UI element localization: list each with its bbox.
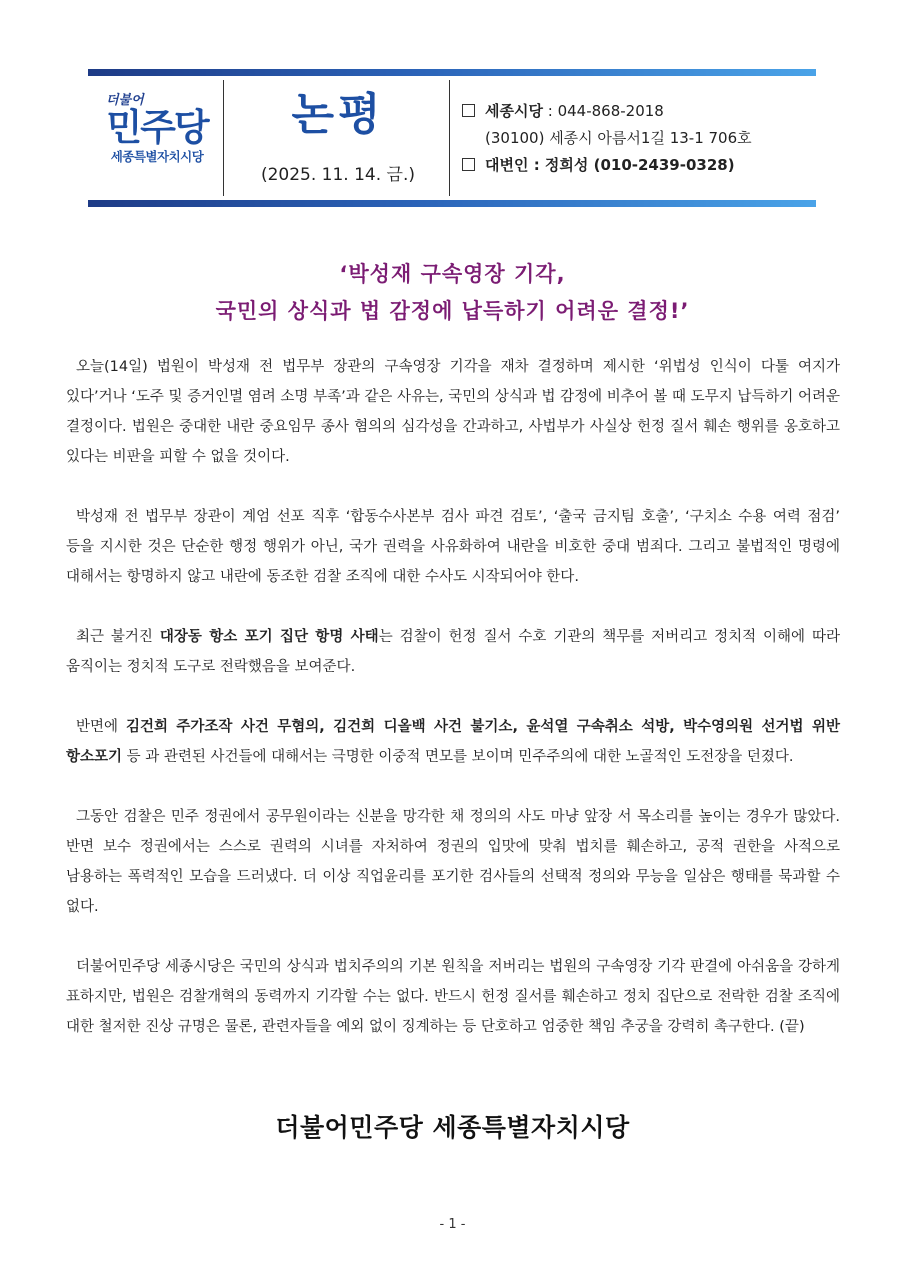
party-logo [92,94,222,166]
headline-line-1: ‘박성재 구속영장 기각, [339,262,566,286]
doc-type-title: 논평 [291,89,385,140]
page-number: - 1 - [439,1217,466,1232]
paragraph-6: 더불어민주당 세종시당은 국민의 상식과 법치주의의 기본 원칙을 저버리는 법원의 구속영장 기각 판결에 아쉬움을 강하게 표하지만, 법원은 검찰개혁의 동력까지 기각할 수는 없다. 반드시 헌정 질서를 훼손하고 정치 집단으로 전락한 검찰 조직에 대한 철저한 진상 규명은 물론, 관련자들을 예외 없이 징계하는 등 단호하고 엄중한 책임 추궁을 강력히 촉구한다. (끝) [66,959,840,1035]
paragraph-4-pre: 반면에 [76,719,126,735]
statement-body [66,352,840,1072]
contact-office-line [462,98,752,125]
paragraph-3-post: 는 검찰이 헌정 질서 수호 기관의 책무를 저버리고 정치적 이해에 따라 움직이는 정치적 도구로 전락했음을 보여준다. [66,629,840,675]
paragraph-3-bold: 대장동 항소 포기 집단 항명 사태 [159,629,379,645]
office-address: (30100) 세종시 아름서1길 13-1 706호 [485,129,752,147]
checkbox-square-icon [462,104,475,117]
contact-spokesperson-line [462,152,752,179]
header-bottom-bar [88,200,816,207]
office-phone: : 044-868-2018 [547,102,664,120]
header-top-bar [88,69,816,76]
contact-info [462,98,752,179]
checkbox-square-icon [462,158,475,171]
spokesperson: 대변인 : 정희성 (010-2439-0328) [485,156,735,174]
logo-small-text: 더불어 [106,93,144,108]
doc-date: (2025. 11. 14. 금.) [260,165,416,185]
paragraph-1: 오늘(14일) 법원이 박성재 전 법무부 장관의 구속영장 기각을 재차 결정하며 제시한 ‘위법성 인식이 다툴 여지가 있다’거나 ‘도주 및 증거인멸 염려 소명 부족’과 같은 사유는, 국민의 상식과 법 감정에 비추어 볼 때 도무지 납득하기 어려운 결정이다. 법원은 중대한 내란 중요임무 종사 혐의의 심각성을 간과하고, 사법부가 사실상 헌정 질서 훼손 행위를 옹호하고 있다는 비판을 피할 수 없을 것이다. [66,359,840,465]
paragraph-5: 그동안 검찰은 민주 정권에서 공무원이라는 신분을 망각한 채 정의의 사도 마냥 앞장 서 목소리를 높이는 경우가 많았다. 반면 보수 정권에서는 스스로 권력의 시녀를 자처하여 정권의 입맛에 맞춰 법치를 훼손하고, 공적 권한을 사적으로 남용하는 폭력적인 모습을 드러냈다. 더 이상 직업윤리를 포기한 검사들의 선택적 정의와 무능을 일삼은 행태를 묵과할 수 없다. [66,809,840,915]
paragraph-4 [66,712,840,772]
footer-organization: 더불어민주당 세종특별자치시당 [275,1113,630,1142]
headline-line-2: 국민의 상식과 법 감정에 납득하기 어려운 결정!’ [215,299,690,323]
paragraph-4-bold: 김건희 주가조작 사건 무혐의, 김건희 디올백 사건 불기소, 윤석열 구속취소 석방, 박수영의원 선거법 위반 항소포기 [66,719,840,765]
office-label: 세종시당 [485,102,543,120]
doc-title-box [226,88,450,185]
paragraph-4-post: 등 과 관련된 사건들에 대해서는 극명한 이중적 면모를 보이며 민주주의에 대한 노골적인 도전장을 던졌다. [122,749,794,765]
headline [60,256,845,330]
paragraph-2: 박성재 전 법무부 장관이 계엄 선포 직후 ‘합동수사본부 검사 파견 검토’, ‘출국 금지팀 호출’, ‘구치소 수용 여력 점검’ 등을 지시한 것은 단순한 행정 행위가 아닌, 국가 권력을 사유화하여 내란을 비호한 중대 범죄다. 그리고 불법적인 명령에 대해서는 항명하지 않고 내란에 동조한 검찰 조직에 대한 수사도 시작되어야 한다. [66,509,840,585]
header-divider-right [449,80,450,196]
paragraph-3 [66,622,840,682]
paragraph-3-pre: 최근 불거진 [76,629,160,645]
logo-sub-text: 세종특별자치시당 [110,149,204,164]
logo-main-text: 민주당 [106,106,208,149]
header-divider-left [223,80,224,196]
